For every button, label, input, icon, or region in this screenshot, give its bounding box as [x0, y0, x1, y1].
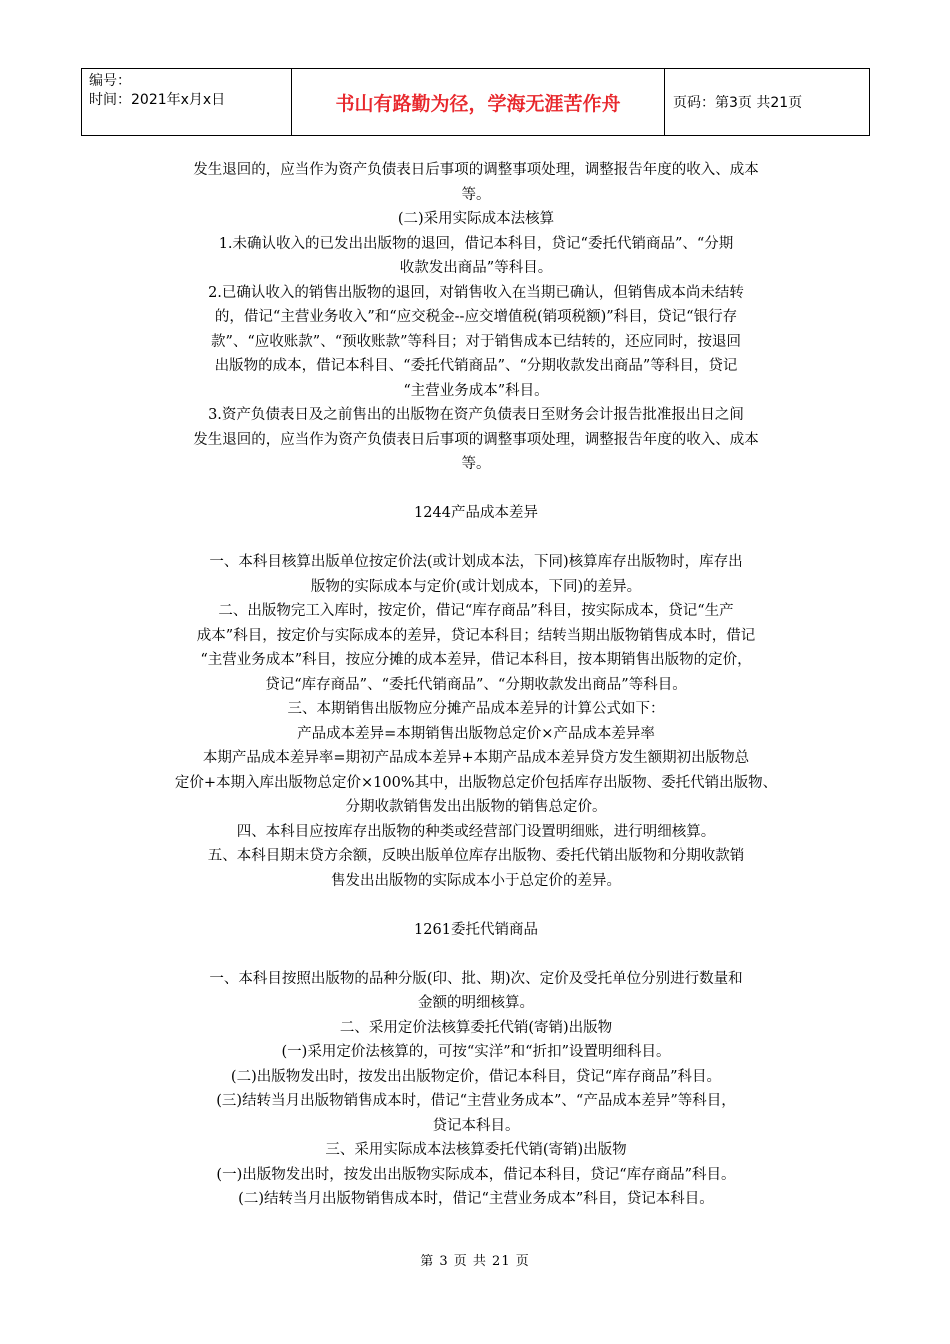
header-meta-cell — [82, 69, 292, 136]
text-line: 1.未确认收入的已发出出版物的退回，借记本科目，贷记“委托代销商品”、“分期 — [218, 235, 734, 252]
text-line: (二)采用实际成本法核算 — [397, 211, 555, 227]
text-line: 三、本期销售出版物应分摊产品成本差异的计算公式如下： — [287, 701, 665, 717]
text-line: 售发出出版物的实际成本小于总定价的差异。 — [331, 872, 621, 889]
text-line: 本期产品成本差异率=期初产品成本差异+本期产品成本差异贷方发生额期初出版物总 — [202, 750, 750, 766]
header-slogan: 书山有路勤为径，学海无涯苦作舟 — [292, 69, 665, 136]
text-line: (二)出版物发出时，按发出出版物定价，借记本科目，贷记“库存商品”科目。 — [230, 1068, 722, 1085]
text-line: 的，借记“主营业务收入”和“应交税金--应交增值税(销项税额)”科目，贷记“银行存 — [214, 309, 738, 325]
text-line: 等。 — [461, 186, 491, 203]
text-line: 三、采用实际成本法核算委托代销(寄销)出版物 — [325, 1142, 627, 1158]
text-line: 二、出版物完工入库时，按定价，借记“库存商品”科目，按实际成本，贷记“生产 — [218, 603, 734, 619]
text-line: 1261委托代销商品 — [414, 921, 538, 938]
blank-line — [140, 893, 812, 918]
blank-line — [140, 477, 812, 502]
text-line: 四、本科目应按库存出版物的种类或经营部门设置明细账，进行明细核算。 — [236, 823, 716, 840]
text-line: “主营业务成本”科目，按应分摊的成本差异，借记本科目，按本期销售出版物的定价， — [200, 652, 752, 668]
text-line: 贷记“库存商品”、“委托代销商品”、“分期收款发出商品”等科目。 — [265, 676, 687, 693]
blank-line — [140, 942, 812, 967]
text-line: 产品成本差异=本期销售出版物总定价×产品成本差异率 — [297, 725, 655, 742]
text-line: 贷记本科目。 — [432, 1117, 520, 1134]
text-line: 定价+本期入库出版物总定价×100%其中，出版物总定价包括库存出版物、委托代销出版物、 — [174, 774, 778, 791]
text-line: 成本”科目，按定价与实际成本的差异，贷记本科目；结转当期出版物销售成本时，借记 — [196, 627, 756, 644]
text-line: 一、本科目核算出版单位按定价法(或计划成本法，下同)核算库存出版物时，库存出 — [209, 554, 743, 570]
text-line: 1244产品成本差异 — [414, 505, 538, 521]
text-line: 发生退回的，应当作为资产负债表日后事项的调整事项处理，调整报告年度的收入、成本 — [193, 162, 759, 178]
text-line: 分期收款销售发出出版物的销售总定价。 — [345, 799, 607, 815]
text-line: 金额的明细核算。 — [418, 995, 534, 1011]
text-line: 2.已确认收入的销售出版物的退回，对销售收入在当期已确认，但销售成本尚未结转 — [208, 284, 744, 301]
text-line: 版物的实际成本与定价(或计划成本，下同)的差异。 — [310, 578, 642, 595]
text-line: 五、本科目期末贷方余额，反映出版单位库存出版物、委托代销出版物和分期收款销 — [207, 848, 745, 864]
text-line: 发生退回的，应当作为资产负债表日后事项的调整事项处理，调整报告年度的收入、成本 — [193, 431, 759, 448]
text-line: 收款发出商品”等科目。 — [399, 260, 553, 276]
text-line: “主营业务成本”科目。 — [403, 382, 549, 399]
text-line: (三)结转当月出版物销售成本时，借记“主营业务成本”、“产品成本差异”等科目， — [216, 1093, 736, 1109]
header-page-label: 页码：第3页 共21页 — [665, 69, 870, 136]
text-line: 二、采用定价法核算委托代销(寄销)出版物 — [339, 1019, 613, 1036]
blank-line — [140, 526, 812, 551]
number-label: 编号： — [89, 73, 131, 89]
text-line: 出版物的成本，借记本科目、“委托代销商品”、“分期收款发出商品”等科目，贷记 — [214, 358, 738, 374]
text-line: (一)采用定价法核算的，可按“实洋”和“折扣”设置明细科目。 — [281, 1044, 671, 1060]
page-footer: 第 3 页 共 21 页 — [420, 1254, 530, 1269]
text-line: (二)结转当月出版物销售成本时，借记“主营业务成本”科目，贷记本科目。 — [238, 1191, 714, 1207]
time-label: 时间：2021年x月x日 — [89, 92, 226, 108]
text-line: 一、本科目按照出版物的品种分版(印、批、期)次、定价及受托单位分别进行数量和 — [209, 970, 743, 987]
text-line: (一)出版物发出时，按发出出版物实际成本，借记本科目，贷记“库存商品”科目。 — [216, 1166, 736, 1183]
text-line: 款”、“应收账款”、“预收账款”等科目；对于销售成本已结转的，还应同时，按退回 — [210, 333, 742, 350]
text-line: 3.资产负债表日及之前售出的出版物在资产负债表日至财务会计报告批准报出日之间 — [208, 407, 744, 423]
document-body — [140, 158, 812, 1212]
header-table — [81, 68, 870, 136]
text-line: 等。 — [461, 456, 491, 472]
